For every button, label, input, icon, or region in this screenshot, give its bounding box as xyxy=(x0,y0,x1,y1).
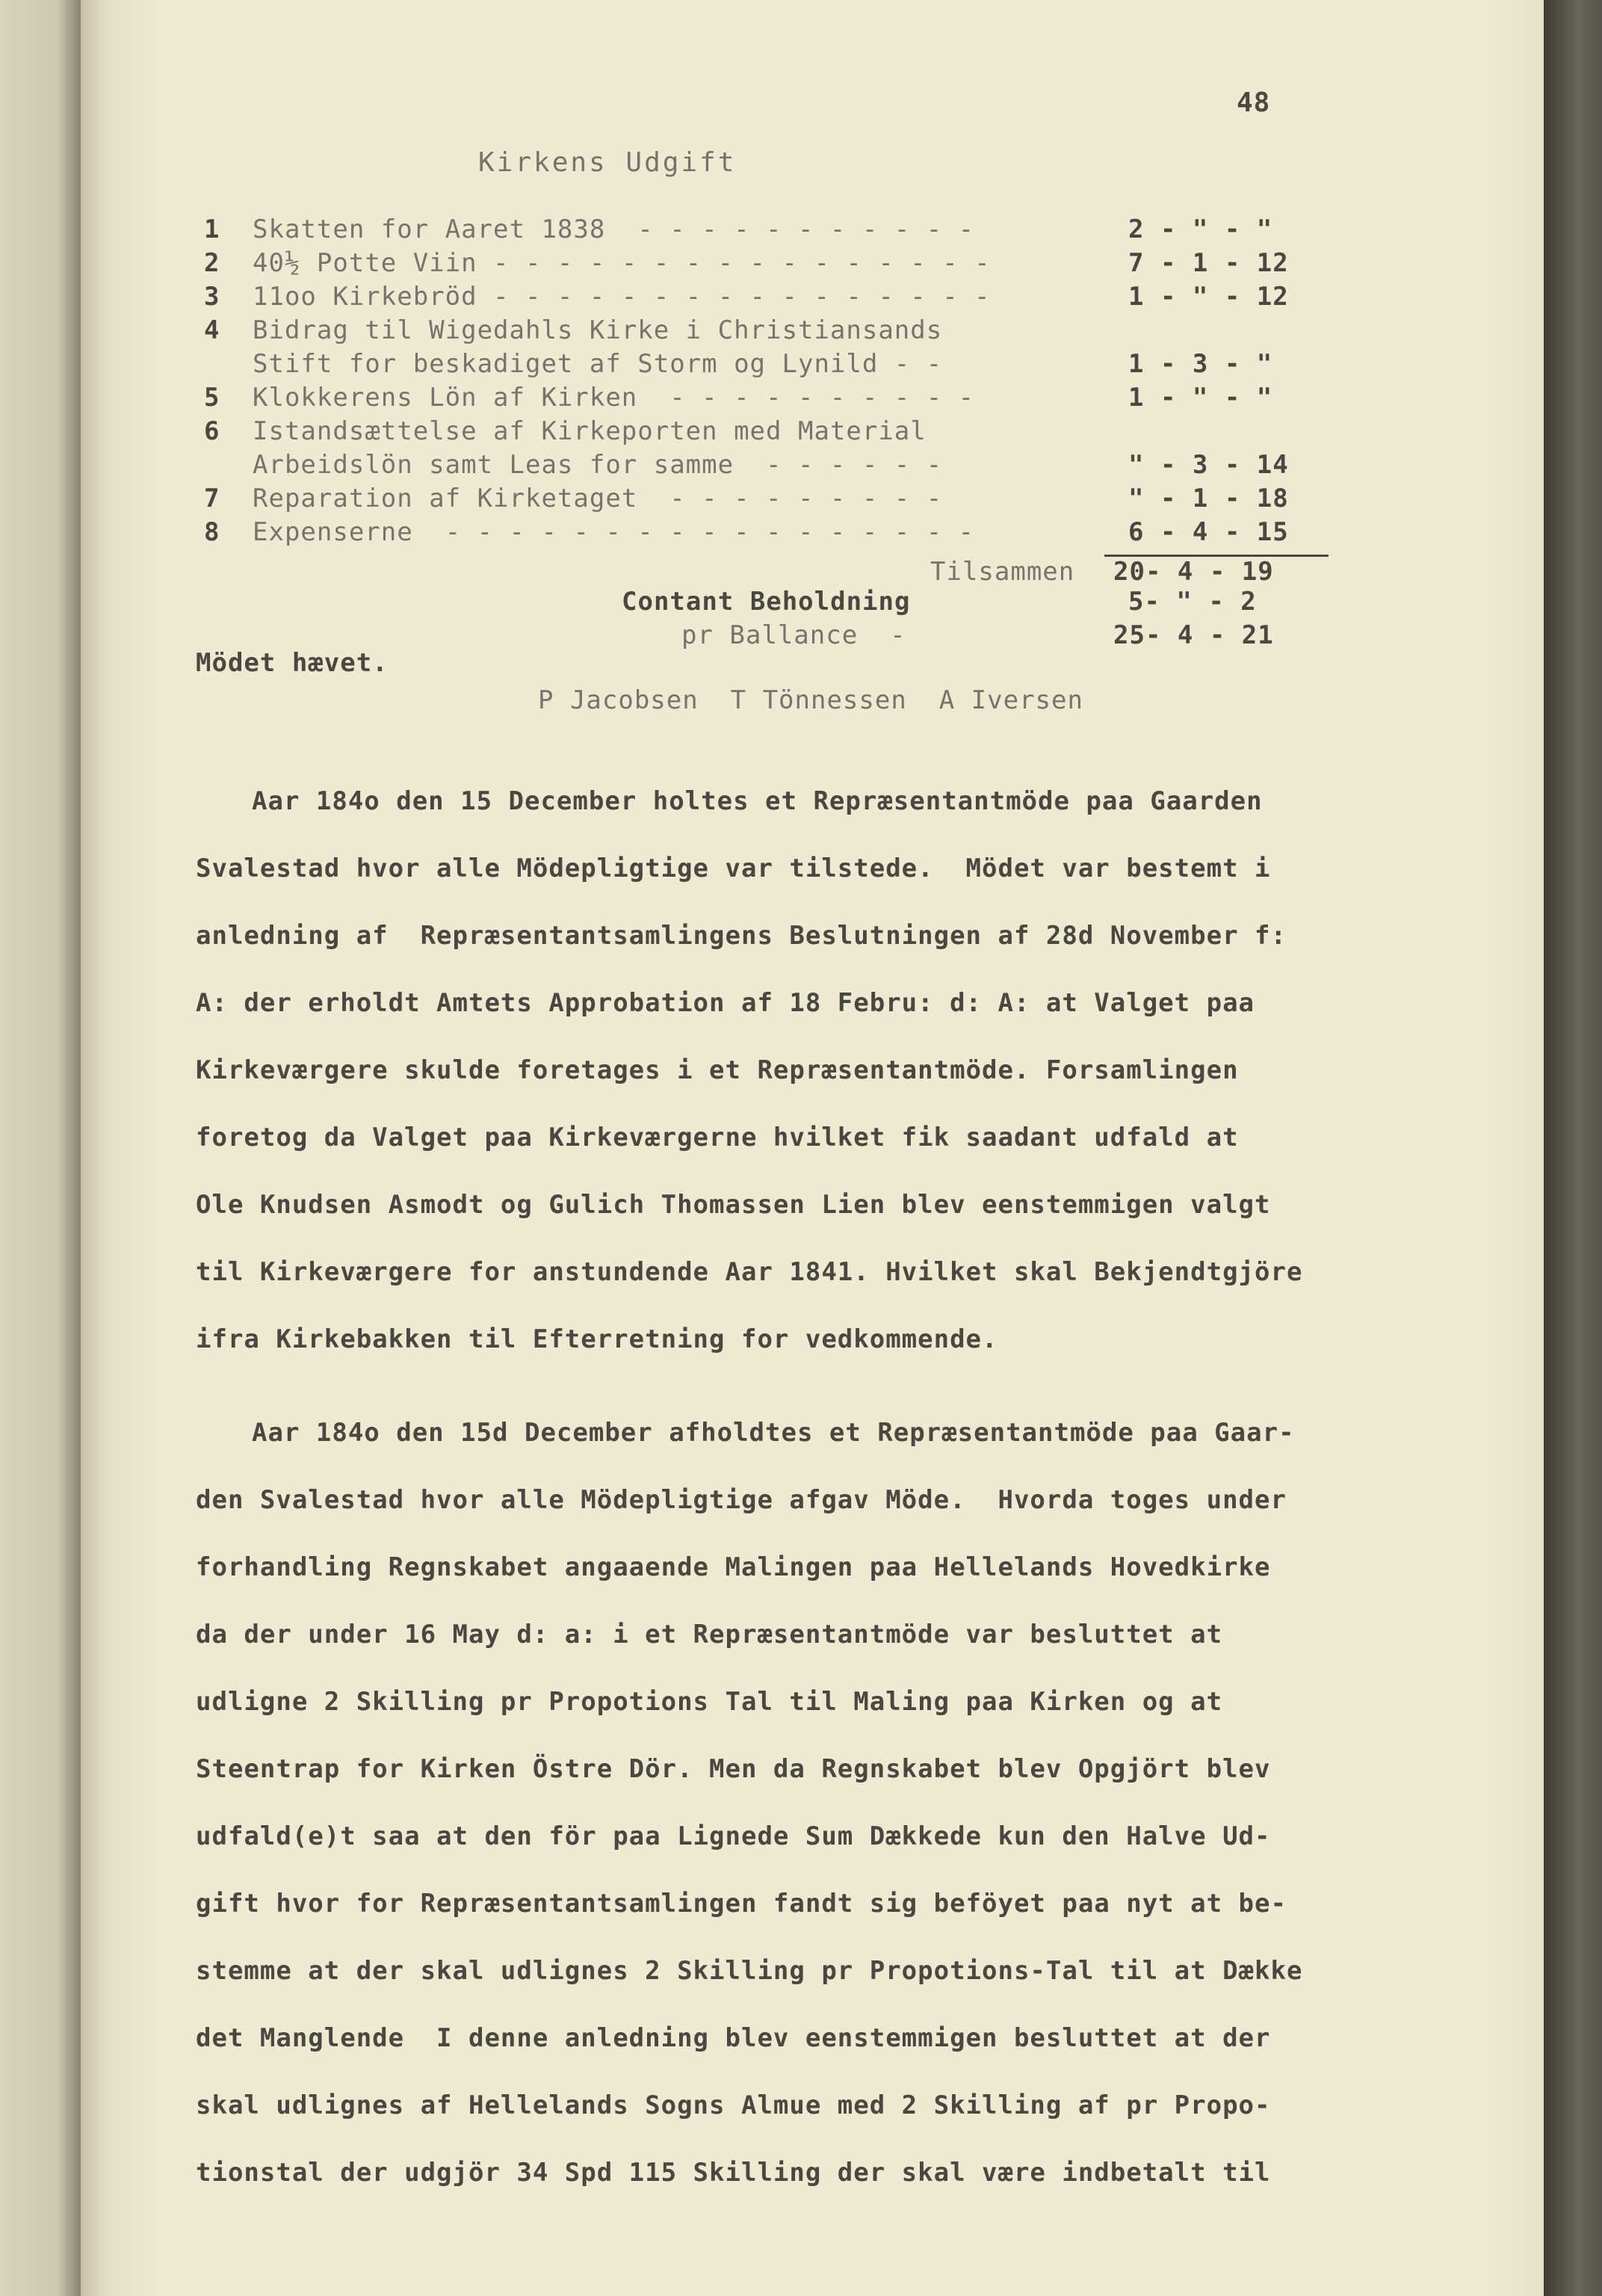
ledger-item-description: Reparation af Kirketaget - - - - - - - - - xyxy=(253,484,943,513)
ledger-item-number: 8 xyxy=(204,517,220,547)
ledger-item-description: 40½ Potte Viin - - - - - - - - - - - - - - - - xyxy=(253,248,991,278)
paragraph-line: den Svalestad hvor alle Mödepligtige afgav Möde. Hvorda toges under xyxy=(196,1485,1287,1515)
ledger-item-amount: 1 - 3 - " xyxy=(1128,349,1273,379)
ledger-item-number: 3 xyxy=(204,282,220,312)
paragraph-line: ifra Kirkebakken til Efterretning for vedkommende. xyxy=(196,1324,998,1354)
ledger-item-amount: " - 1 - 18 xyxy=(1128,484,1289,513)
cash-amount: 5- " - 2 xyxy=(1128,587,1257,617)
paragraph-line: det Manglende I denne anledning blev eenstemmigen besluttet at der xyxy=(196,2023,1271,2053)
ledger-item-number: 2 xyxy=(204,248,220,278)
ledger-row xyxy=(0,385,1602,415)
paragraph-line: udligne 2 Skilling pr Propotions Tal til Maling paa Kirken og at xyxy=(196,1687,1223,1717)
paragraph-line: stemme at der skal udlignes 2 Skilling pr Propotions-Tal til at Dække xyxy=(196,1956,1303,1986)
heading: Kirkens Udgift xyxy=(478,147,737,178)
ledger-item-amount: 1 - " - 12 xyxy=(1128,282,1289,312)
ledger-item-description: Expenserne - - - - - - - - - - - - - - - - - xyxy=(253,517,975,547)
ledger-item-number: 6 xyxy=(204,416,220,446)
ledger-item-description: Skatten for Aaret 1838 - - - - - - - - - - - xyxy=(253,215,975,244)
ledger-item-description: Istandsættelse af Kirkeporten med Material xyxy=(253,416,927,446)
ledger-item-amount: 2 - " - " xyxy=(1128,215,1273,244)
paragraph-line: Aar 184o den 15 December holtes et Repræsentantmöde paa Gaarden xyxy=(252,786,1263,816)
paragraph-line: gift hvor for Repræsentantsamlingen fandt sig beföyet paa nyt at be- xyxy=(196,1889,1287,1919)
ledger-row xyxy=(0,351,1602,381)
paragraph-line: Svalestad hvor alle Mödepligtige var tilstede. Mödet var bestemt i xyxy=(196,854,1271,883)
page-number: 48 xyxy=(1237,87,1271,118)
ledger-item-amount: 1 - " - " xyxy=(1128,383,1273,413)
ledger-row xyxy=(0,519,1602,549)
meeting-closed: Mödet hævet. xyxy=(196,648,389,678)
paragraph-line: udfald(e)t saa at den för paa Lignede Sum Dækkede kun den Halve Ud- xyxy=(196,1821,1271,1851)
ledger-item-number: 7 xyxy=(204,484,220,513)
paragraph-line: Aar 184o den 15d December afholdtes et Repræsentantmöde paa Gaar- xyxy=(252,1418,1295,1448)
balance-label: pr Ballance - xyxy=(681,620,906,650)
paragraph-line: A: der erholdt Amtets Approbation af 18 Febru: d: A: at Valget paa xyxy=(196,988,1255,1018)
cash-label: Contant Beholdning xyxy=(622,587,911,617)
ledger-item-description: Klokkerens Lön af Kirken - - - - - - - - - - xyxy=(253,383,975,413)
ledger-item-amount: " - 3 - 14 xyxy=(1128,450,1289,480)
paragraph-line: Steentrap for Kirken Östre Dör. Men da Regnskabet blev Opgjört blev xyxy=(196,1754,1271,1784)
total-amount: 20- 4 - 19 xyxy=(1113,557,1274,587)
paragraph-line: foretog da Valget paa Kirkeværgerne hvilket fik saadant udfald at xyxy=(196,1123,1239,1152)
balance-amount: 25- 4 - 21 xyxy=(1113,620,1274,650)
paragraph-line: skal udlignes af Hellelands Sogns Almue med 2 Skilling af pr Propo- xyxy=(196,2090,1271,2120)
paragraph-line: Ole Knudsen Asmodt og Gulich Thomassen Lien blev eenstemmigen valgt xyxy=(196,1190,1271,1220)
ledger-item-amount: 6 - 4 - 15 xyxy=(1128,517,1289,547)
ledger-item-description: Stift for beskadiget af Storm og Lynild - - xyxy=(253,349,943,379)
paragraph-line: tionstal der udgjör 34 Spd 115 Skilling der skal være indbetalt til xyxy=(196,2158,1271,2188)
ledger-item-number: 1 xyxy=(204,215,220,244)
ledger-row xyxy=(0,486,1602,516)
ledger-item-description: Arbeidslön samt Leas for samme - - - - - - xyxy=(253,450,943,480)
ledger-row xyxy=(0,284,1602,314)
ledger-row xyxy=(0,452,1602,482)
paragraph-line: da der under 16 May d: a: i et Repræsentantmöde var besluttet at xyxy=(196,1620,1223,1650)
ledger-row xyxy=(0,250,1602,280)
paragraph-line: til Kirkeværgere for anstundende Aar 1841. Hvilket skal Bekjendtgjöre xyxy=(196,1257,1303,1287)
ledger-item-amount: 7 - 1 - 12 xyxy=(1128,248,1289,278)
signatures: P Jacobsen T Tönnessen A Iversen xyxy=(538,685,1083,715)
ledger-item-number: 4 xyxy=(204,315,220,345)
paragraph-2 xyxy=(196,1418,1541,2188)
ledger-row xyxy=(0,217,1602,247)
ledger-row xyxy=(0,315,1602,348)
ledger-row xyxy=(0,416,1602,448)
ledger-item-number: 5 xyxy=(204,383,220,413)
paragraph-line: Kirkeværgere skulde foretages i et Repræsentantmöde. Forsamlingen xyxy=(196,1055,1239,1085)
paragraph-line: forhandling Regnskabet angaaende Malingen paa Hellelands Hovedkirke xyxy=(196,1552,1271,1582)
total-label: Tilsammen xyxy=(930,557,1075,587)
ledger-item-description: Bidrag til Wigedahls Kirke i Christiansands xyxy=(253,315,943,345)
paragraph-line: anledning af Repræsentantsamlingens Beslutningen af 28d November f: xyxy=(196,921,1287,951)
ledger-item-description: 11oo Kirkebröd - - - - - - - - - - - - - - - - xyxy=(253,282,991,312)
